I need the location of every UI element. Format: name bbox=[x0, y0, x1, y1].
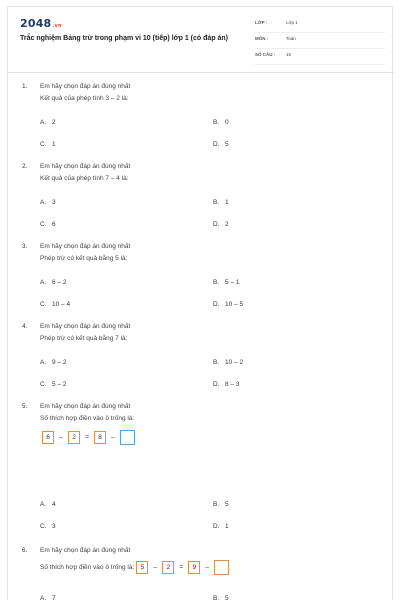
option-letter: C. bbox=[40, 381, 47, 388]
number-box: 2 bbox=[68, 431, 80, 444]
class-value: Lớp 1 bbox=[286, 20, 298, 25]
option-a[interactable] bbox=[40, 279, 66, 286]
question-instruction: Em hãy chọn đáp án đúng nhất bbox=[40, 547, 131, 554]
option-value: 5 bbox=[225, 501, 229, 508]
worksheet-page bbox=[7, 6, 393, 600]
option-value: 1 bbox=[52, 141, 56, 148]
option-letter: D. bbox=[213, 141, 220, 148]
equation-expression bbox=[42, 429, 135, 445]
option-letter: B. bbox=[213, 359, 220, 366]
option-letter: C. bbox=[40, 301, 47, 308]
logo-suffix: .vn bbox=[52, 23, 62, 29]
option-value: 10 – 2 bbox=[225, 359, 244, 366]
question-text: Số thích hợp điền vào ô trống là: bbox=[40, 415, 135, 422]
option-value: 5 – 2 bbox=[52, 381, 67, 388]
number-box: 5 bbox=[136, 561, 148, 574]
option-value: 5 bbox=[225, 595, 229, 602]
subject-value: Toán bbox=[286, 36, 296, 41]
equals-sign: = bbox=[84, 434, 90, 442]
option-letter: B. bbox=[213, 119, 220, 126]
option-value: 3 bbox=[52, 199, 56, 206]
minus-sign: – bbox=[205, 564, 210, 572]
option-b[interactable] bbox=[213, 119, 229, 126]
question-number: 1. bbox=[22, 83, 28, 90]
header-divider bbox=[8, 72, 394, 73]
option-letter: A. bbox=[40, 279, 47, 286]
option-letter: B. bbox=[213, 199, 220, 206]
option-value: 7 bbox=[52, 595, 56, 602]
question-text: Kết quả của phép tính 7 – 4 là: bbox=[40, 175, 129, 182]
option-c[interactable] bbox=[40, 221, 56, 228]
number-box: 8 bbox=[94, 431, 106, 444]
question-instruction: Em hãy chọn đáp án đúng nhất bbox=[40, 403, 131, 410]
minus-sign: – bbox=[59, 434, 63, 442]
option-letter: C. bbox=[40, 523, 47, 530]
option-value: 5 – 1 bbox=[225, 279, 240, 286]
question-text: Kết quả của phép tính 3 – 2 là: bbox=[40, 95, 129, 102]
option-letter: A. bbox=[40, 595, 47, 602]
minus-sign: – bbox=[153, 564, 158, 572]
number-box: 6 bbox=[42, 431, 54, 444]
number-box: 2 bbox=[162, 561, 174, 574]
option-d[interactable] bbox=[213, 301, 243, 308]
option-letter: C. bbox=[40, 141, 47, 148]
option-value: 10 – 4 bbox=[52, 301, 71, 308]
option-letter: D. bbox=[213, 221, 220, 228]
option-value: 10 – 5 bbox=[225, 301, 244, 308]
question-number: 5. bbox=[22, 403, 28, 410]
option-d[interactable] bbox=[213, 381, 239, 388]
option-b[interactable] bbox=[213, 279, 239, 286]
option-value: 2 bbox=[52, 119, 56, 126]
class-label: LỚP : bbox=[255, 20, 268, 25]
number-box: 9 bbox=[188, 561, 200, 574]
question-number: 4. bbox=[22, 323, 28, 330]
option-b[interactable] bbox=[213, 501, 229, 508]
option-letter: B. bbox=[213, 501, 220, 508]
option-a[interactable] bbox=[40, 595, 56, 602]
option-c[interactable] bbox=[40, 141, 56, 148]
option-letter: B. bbox=[213, 279, 220, 286]
question-count-label: SỐ CÂU : bbox=[255, 52, 276, 57]
option-c[interactable] bbox=[40, 301, 70, 308]
worksheet-header bbox=[8, 7, 394, 71]
option-letter: A. bbox=[40, 199, 47, 206]
option-b[interactable] bbox=[213, 359, 243, 366]
question-count-value: 15 bbox=[286, 52, 292, 57]
option-value: 8 – 3 bbox=[225, 381, 240, 388]
option-value: 6 – 2 bbox=[52, 279, 67, 286]
answer-blank-box[interactable] bbox=[120, 430, 135, 445]
question-instruction: Em hãy chọn đáp án đúng nhất bbox=[40, 163, 131, 170]
meta-row-count bbox=[255, 50, 385, 65]
question-number: 2. bbox=[22, 163, 28, 170]
option-c[interactable] bbox=[40, 523, 56, 530]
question-number: 3. bbox=[22, 243, 28, 250]
question-text: Phép trừ có kết quả bằng 7 là: bbox=[40, 335, 128, 342]
option-letter: A. bbox=[40, 119, 47, 126]
option-letter: C. bbox=[40, 221, 47, 228]
option-letter: D. bbox=[213, 523, 220, 530]
question-number: 6. bbox=[22, 547, 28, 554]
option-a[interactable] bbox=[40, 359, 66, 366]
option-d[interactable] bbox=[213, 523, 229, 530]
option-value: 0 bbox=[225, 119, 229, 126]
page-title: Trắc nghiệm Bảng trừ trong phạm vi 10 (tiếp) lớp 1 (có đáp án) bbox=[20, 35, 229, 42]
option-d[interactable] bbox=[213, 141, 229, 148]
option-b[interactable] bbox=[213, 595, 229, 602]
option-letter: B. bbox=[213, 595, 220, 602]
question-text: Phép trừ có kết quả bằng 5 là: bbox=[40, 255, 128, 262]
subject-label: MÔN : bbox=[255, 36, 269, 41]
option-d[interactable] bbox=[213, 221, 229, 228]
answer-blank-box[interactable] bbox=[214, 560, 229, 575]
meta-row-subject bbox=[255, 34, 385, 49]
meta-row-class bbox=[255, 18, 385, 33]
site-logo[interactable] bbox=[20, 17, 62, 30]
option-c[interactable] bbox=[40, 381, 66, 388]
option-a[interactable] bbox=[40, 119, 56, 126]
option-a[interactable] bbox=[40, 501, 56, 508]
option-value: 1 bbox=[225, 523, 229, 530]
question-instruction: Em hãy chọn đáp án đúng nhất bbox=[40, 83, 131, 90]
question-text: Số thích hợp điền vào ô trống là: bbox=[40, 564, 135, 572]
option-letter: A. bbox=[40, 501, 47, 508]
option-letter: A. bbox=[40, 359, 47, 366]
option-letter: D. bbox=[213, 301, 220, 308]
question-instruction: Em hãy chọn đáp án đúng nhất bbox=[40, 243, 131, 250]
question-instruction: Em hãy chọn đáp án đúng nhất bbox=[40, 323, 131, 330]
worksheet-meta bbox=[255, 18, 385, 66]
option-value: 6 bbox=[52, 221, 56, 228]
question-text-with-equation bbox=[40, 559, 229, 575]
option-b[interactable] bbox=[213, 199, 229, 206]
option-letter: D. bbox=[213, 381, 220, 388]
equals-sign: = bbox=[179, 564, 184, 572]
option-a[interactable] bbox=[40, 199, 56, 206]
logo-text: 2048 bbox=[20, 17, 52, 30]
option-value: 4 bbox=[52, 501, 56, 508]
option-value: 3 bbox=[52, 523, 56, 530]
option-value: 2 bbox=[225, 221, 229, 228]
minus-sign: – bbox=[111, 434, 115, 442]
option-value: 9 – 2 bbox=[52, 359, 67, 366]
option-value: 5 bbox=[225, 141, 229, 148]
option-value: 1 bbox=[225, 199, 229, 206]
